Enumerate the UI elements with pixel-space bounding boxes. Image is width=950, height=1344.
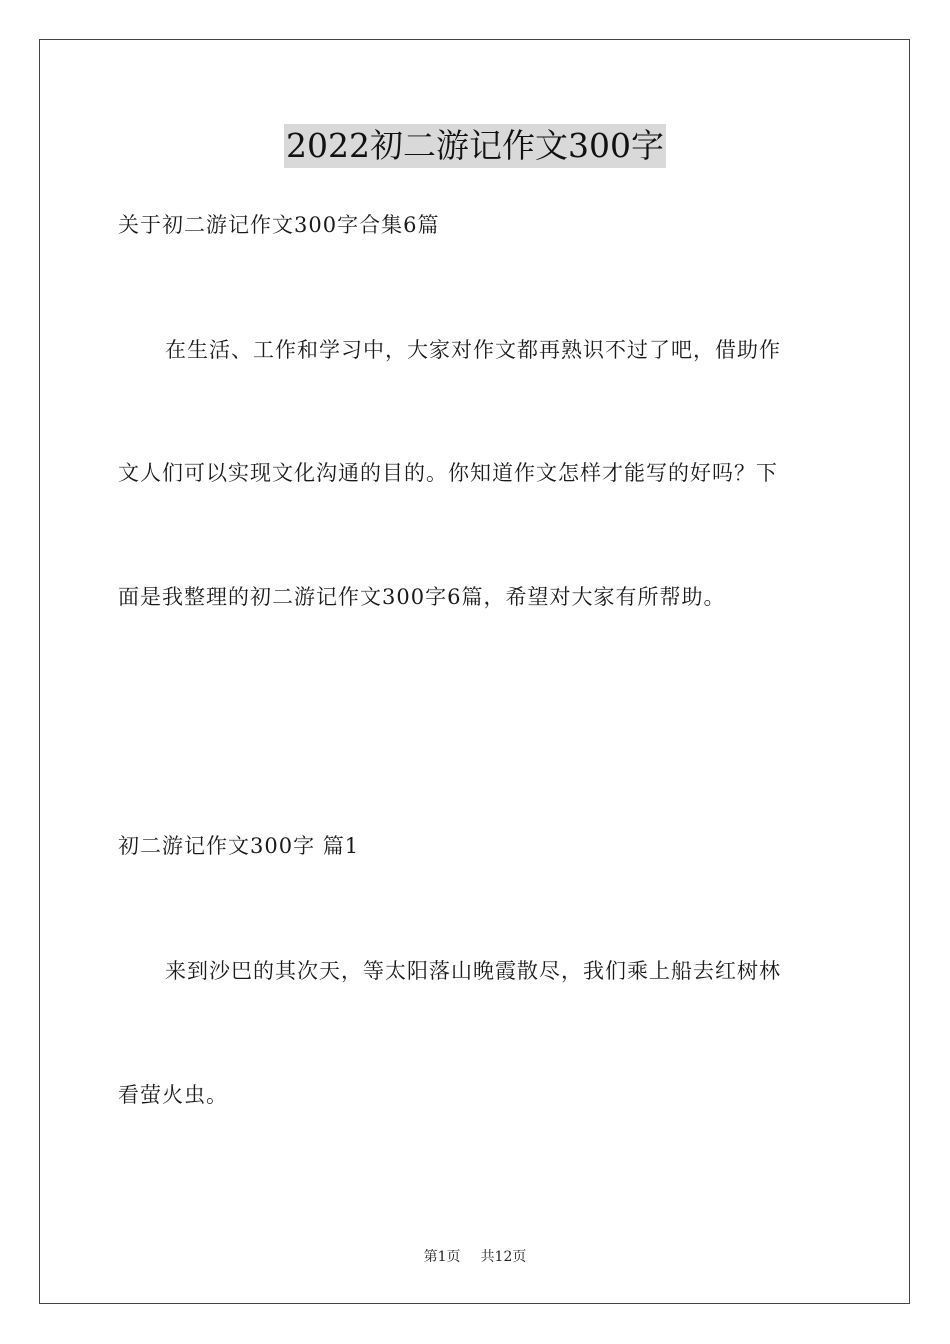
intro-line-1: 在生活、工作和学习中，大家对作文都再熟识不过了吧，借助作 bbox=[165, 338, 781, 362]
footer-page-current: 第1页 bbox=[423, 1249, 461, 1265]
section-line-1: 来到沙巴的其次天，等太阳落山晚霞散尽，我们乘上船去红树林 bbox=[165, 959, 781, 983]
document-title: 2022初二游记作文300字 bbox=[284, 124, 666, 168]
page-footer bbox=[0, 1247, 950, 1267]
intro-line-2: 文人们可以实现文化沟通的目的。你知道作文怎样才能写的好吗？下 bbox=[118, 461, 778, 485]
document-subtitle: 关于初二游记作文300字合集6篇 bbox=[118, 213, 440, 237]
title-container bbox=[0, 124, 950, 168]
intro-line-3: 面是我整理的初二游记作文300字6篇，希望对大家有所帮助。 bbox=[118, 585, 726, 609]
footer-page-total: 共12页 bbox=[480, 1249, 527, 1265]
section-heading: 初二游记作文300字 篇1 bbox=[118, 834, 360, 858]
section-line-2: 看萤火虫。 bbox=[118, 1083, 228, 1107]
